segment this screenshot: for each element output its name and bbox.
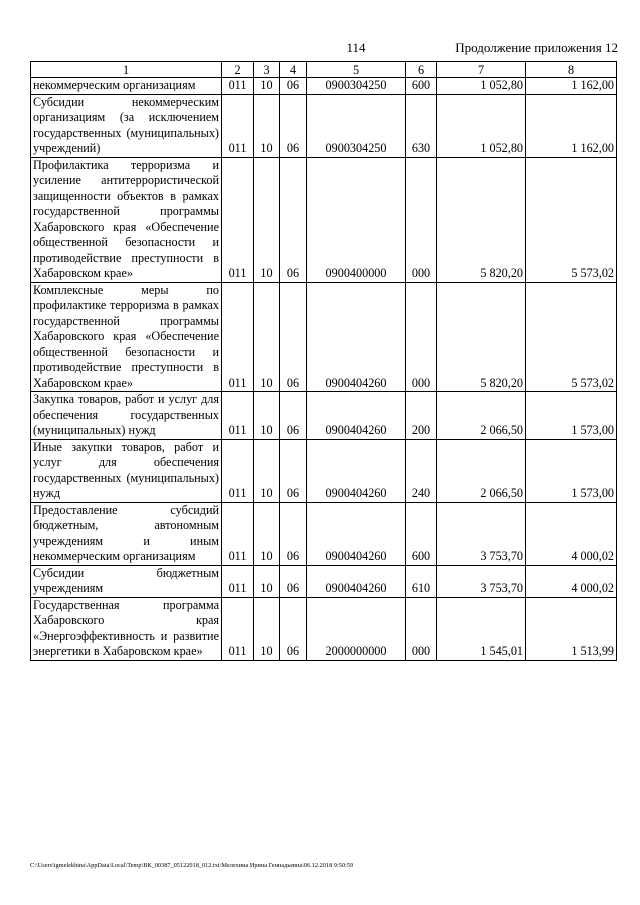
cell-section: 10	[254, 392, 280, 440]
column-header: 2	[222, 62, 254, 78]
table-row	[31, 565, 617, 597]
footer-file-path: C:\Users\igmelekhina\AppData\Local\Temp\ВК_00387_05122018_012.txt\Мелехина Ирина Геннадьевна\06.12.2018 9:50:59	[30, 862, 354, 869]
cell-target-article: 0900404260	[307, 502, 406, 565]
cell-section: 10	[254, 439, 280, 502]
cell-target-article: 0900404260	[307, 392, 406, 440]
row-name: Иные закупки товаров, работ и услуг для обеспечения государственных (муниципальных) нужд	[31, 439, 222, 502]
cell-section: 10	[254, 565, 280, 597]
column-header: 1	[31, 62, 222, 78]
budget-table	[30, 61, 617, 661]
table-row	[31, 94, 617, 157]
cell-section: 10	[254, 157, 280, 282]
row-name: Закупка товаров, работ и услуг для обеспечения государственных (муниципальных) нужд	[31, 392, 222, 440]
cell-subsection: 06	[280, 78, 307, 95]
cell-expense-type: 200	[406, 392, 437, 440]
cell-target-article: 0900404260	[307, 565, 406, 597]
cell-amount-2: 1 573,00	[526, 439, 617, 502]
cell-admin-code: 011	[222, 78, 254, 95]
cell-expense-type: 240	[406, 439, 437, 502]
cell-admin-code: 011	[222, 502, 254, 565]
cell-target-article: 0900304250	[307, 94, 406, 157]
column-header: 4	[280, 62, 307, 78]
cell-expense-type: 600	[406, 78, 437, 95]
cell-section: 10	[254, 94, 280, 157]
column-header: 3	[254, 62, 280, 78]
cell-section: 10	[254, 597, 280, 660]
cell-expense-type: 630	[406, 94, 437, 157]
table-row	[31, 392, 617, 440]
cell-subsection: 06	[280, 439, 307, 502]
cell-amount-2: 5 573,02	[526, 157, 617, 282]
table-row	[31, 502, 617, 565]
cell-amount-1: 1 052,80	[437, 94, 526, 157]
table-row	[31, 597, 617, 660]
column-header: 6	[406, 62, 437, 78]
cell-expense-type: 600	[406, 502, 437, 565]
cell-target-article: 0900404260	[307, 282, 406, 392]
cell-subsection: 06	[280, 282, 307, 392]
cell-amount-2: 1 162,00	[526, 78, 617, 95]
cell-expense-type: 000	[406, 597, 437, 660]
cell-amount-2: 1 513,99	[526, 597, 617, 660]
cell-admin-code: 011	[222, 597, 254, 660]
cell-target-article: 0900304250	[307, 78, 406, 95]
cell-section: 10	[254, 502, 280, 565]
cell-admin-code: 011	[222, 94, 254, 157]
table-row	[31, 157, 617, 282]
page-number: 114	[346, 40, 366, 55]
cell-expense-type: 000	[406, 282, 437, 392]
cell-section: 10	[254, 282, 280, 392]
row-name: Комплексные меры по профилактике терроризма в рамках государственной программы Хабаровского края «Обеспечение общественной безопасности и противодействие преступности в Хабаровском крае»	[31, 282, 222, 392]
cell-amount-2: 5 573,02	[526, 282, 617, 392]
cell-expense-type: 610	[406, 565, 437, 597]
cell-target-article: 2000000000	[307, 597, 406, 660]
cell-subsection: 06	[280, 502, 307, 565]
cell-amount-1: 2 066,50	[437, 439, 526, 502]
cell-amount-1: 2 066,50	[437, 392, 526, 440]
cell-admin-code: 011	[222, 282, 254, 392]
cell-subsection: 06	[280, 565, 307, 597]
table-row	[31, 282, 617, 392]
cell-amount-1: 5 820,20	[437, 282, 526, 392]
appendix-continuation-note: Продолжение приложения 12	[455, 40, 618, 55]
table-row	[31, 78, 617, 95]
row-name: некоммерческим организациям	[31, 78, 222, 95]
cell-admin-code: 011	[222, 439, 254, 502]
cell-admin-code: 011	[222, 392, 254, 440]
column-header: 5	[307, 62, 406, 78]
cell-amount-2: 4 000,02	[526, 565, 617, 597]
cell-admin-code: 011	[222, 565, 254, 597]
cell-amount-1: 1 052,80	[437, 78, 526, 95]
column-header: 8	[526, 62, 617, 78]
cell-target-article: 0900404260	[307, 439, 406, 502]
cell-amount-2: 4 000,02	[526, 502, 617, 565]
row-name: Профилактика терроризма и усиление антитеррористической защищенности объектов в рамках государственной программы Хабаровского края «Обеспечение общественной безопасности и противодействие преступности в Хабаровском крае»	[31, 157, 222, 282]
cell-subsection: 06	[280, 597, 307, 660]
cell-amount-1: 3 753,70	[437, 502, 526, 565]
row-name: Предоставление субсидий бюджетным, автономным учреждениям и иным некоммерческим организациям	[31, 502, 222, 565]
cell-subsection: 06	[280, 94, 307, 157]
cell-amount-1: 3 753,70	[437, 565, 526, 597]
column-header: 7	[437, 62, 526, 78]
table-header-row	[31, 62, 617, 78]
cell-target-article: 0900400000	[307, 157, 406, 282]
row-name: Субсидии бюджетным учреждениям	[31, 565, 222, 597]
cell-subsection: 06	[280, 157, 307, 282]
cell-amount-1: 1 545,01	[437, 597, 526, 660]
cell-subsection: 06	[280, 392, 307, 440]
cell-admin-code: 011	[222, 157, 254, 282]
cell-expense-type: 000	[406, 157, 437, 282]
row-name: Субсидии некоммерческим организациям (за исключением государственных (муниципальных) учреждений)	[31, 94, 222, 157]
table-row	[31, 439, 617, 502]
cell-section: 10	[254, 78, 280, 95]
cell-amount-2: 1 162,00	[526, 94, 617, 157]
row-name: Государственная программа Хабаровского края «Энергоэффективность и развитие энергетики в Хабаровском крае»	[31, 597, 222, 660]
cell-amount-2: 1 573,00	[526, 392, 617, 440]
cell-amount-1: 5 820,20	[437, 157, 526, 282]
